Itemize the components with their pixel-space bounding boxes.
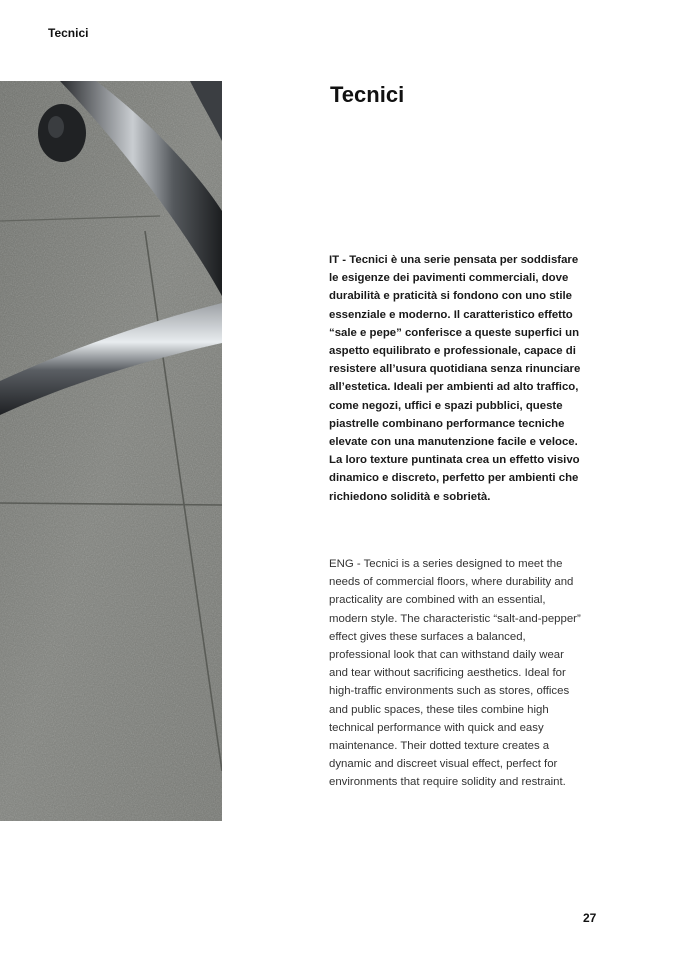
floor-tile-photo xyxy=(0,81,222,821)
page-number: 27 xyxy=(583,911,597,925)
floor-tile-illustration xyxy=(0,81,222,821)
chair-caster-highlight xyxy=(48,116,64,138)
page-title: Tecnici xyxy=(330,82,405,107)
running-header: Tecnici xyxy=(48,26,89,40)
description-italian: IT - Tecnici è una serie pensata per soddisfare le esigenze dei pavimenti commerciali, dove durabilità e praticità si fondono con uno stile essenziale e moderno. Il caratteristico effetto “sale e pepe” conferisce a queste superfici un aspetto equilibrato e professionale, capace di resistere all’usura quotidiana senza rinunciare all’estetica. Ideali per ambienti ad alto traffico, come negozi, uffici e spazi pubblici, queste piastrelle combinano performance tecniche elevate con una manutenzione facile e veloce. La loro texture puntinata crea un effetto visivo dinamico e discreto, perfetto per ambienti che richiedono solidità e sobrietà. xyxy=(329,254,581,503)
description-english: ENG - Tecnici is a series designed to meet the needs of commercial floors, where durability and practicality are combined with an essential, modern style. The characteristic “salt-and-pepper” effect gives these surfaces a balanced, professional look that can withstand daily wear and tear without sacrificing aesthetics. Ideal for high-traffic environments such as stores, offices and public spaces, these tiles combine high technical performance with quick and easy maintenance. Their dotted texture creates a dynamic and discreet visual effect, perfect for environments that require solidity and restraint. xyxy=(329,558,581,789)
